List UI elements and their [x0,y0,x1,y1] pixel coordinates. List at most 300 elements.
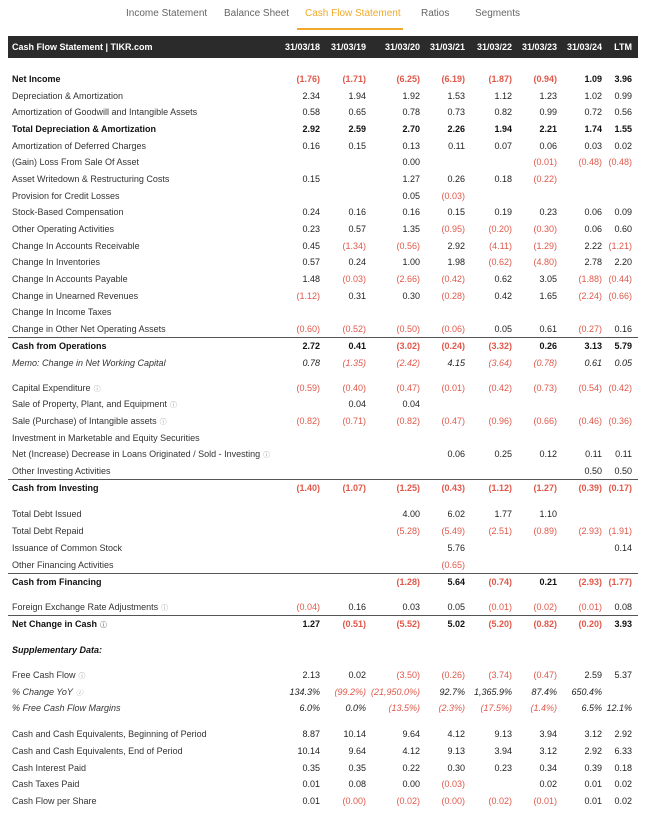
table-cell: (0.47) [441,416,465,426]
row-label-text: Depreciation & Amortization [12,91,124,101]
table-cell: 4.00 [402,509,420,519]
table-cell: 0.00 [402,779,420,789]
table-cell: (5.20) [488,619,512,629]
table-row [8,204,638,220]
table-cell: (0.96) [488,416,512,426]
table-row [8,121,638,137]
row-label-text: Capital Expenditure [12,383,91,393]
table-row [8,238,638,254]
table-cell: 1.09 [584,74,602,84]
tab-income-statement[interactable]: Income Statement [126,8,208,19]
table-cell: 0.06 [584,207,602,217]
table-cell: (2.93) [578,526,602,536]
table-cell: (0.30) [533,224,557,234]
table-cell: (0.00) [342,796,366,806]
table-row [8,321,638,337]
table-cell: (21,950.0%) [370,687,420,697]
table-cell: 0.24 [302,207,320,217]
row-label [12,74,61,84]
row-label [12,383,101,394]
table-cell: (1.71) [342,74,366,84]
row-label-text: Foreign Exchange Rate Adjustments [12,602,159,612]
info-icon[interactable]: ⓘ [100,622,108,629]
table-cell: 1,365.9% [473,687,512,697]
statement-tabs [0,0,654,30]
table-cell: 3.12 [539,746,557,756]
row-label-text: Total Debt Repaid [12,526,84,536]
table-cell: (1.29) [533,241,557,251]
table-cell: 0.15 [447,207,465,217]
table-cell: 1.35 [402,224,420,234]
table-cell: (6.25) [396,74,420,84]
row-label-text: Change In Income Taxes [12,307,112,317]
table-cell: (0.51) [342,619,366,629]
table-cell: (0.01) [533,157,557,167]
table-cell: 0.26 [539,341,557,351]
column-header-5[interactable]: 31/03/23 [521,42,557,52]
table-cell: 0.78 [302,358,320,368]
tab-ratios[interactable]: Ratios [421,8,450,19]
table-cell: 0.09 [614,207,632,217]
table-cell: (1.34) [342,241,366,251]
table-row [8,413,638,429]
row-label [12,241,140,251]
table-cell: 0.16 [348,207,366,217]
row-label [12,399,177,410]
table-cell: 1.23 [539,91,557,101]
row-label [12,602,168,613]
table-cell: (2.66) [396,274,420,284]
row-label-text: Free Cash Flow [12,670,76,680]
table-cell: 6.5% [581,703,602,713]
table-row [8,171,638,187]
row-label [12,174,169,184]
row-label-text: Cash from Financing [12,577,102,587]
row-label [12,687,83,698]
table-cell: (0.01) [533,796,557,806]
table-row [8,446,638,462]
table-row [8,684,638,700]
table-cell: 1.94 [348,91,366,101]
column-header-3[interactable]: 31/03/21 [429,42,465,52]
table-cell: 0.72 [584,107,602,117]
table-row [8,540,638,556]
table-cell: (1.91) [608,526,632,536]
table-cell: (3.02) [396,341,420,351]
row-label [12,509,82,519]
table-cell: 5.37 [614,670,632,680]
row-label-text: Other Operating Activities [12,224,115,234]
table-cell: 10.14 [343,729,366,739]
table-cell: 0.16 [614,324,632,334]
row-label-text: Cash Taxes Paid [12,779,80,789]
row-label-text: Total Depreciation & Amortization [12,124,157,134]
column-header-2[interactable]: 31/03/20 [384,42,420,52]
table-cell: 5.02 [447,619,465,629]
row-label [12,466,111,476]
table-cell: 0.11 [585,449,602,459]
section-divider [8,573,638,574]
row-label-text: Change In Accounts Payable [12,274,128,284]
table-cell: 6.0% [299,703,320,713]
table-cell: 0.35 [348,763,366,773]
table-cell: 3.05 [539,274,557,284]
table-cell: 4.12 [447,729,465,739]
row-label-text: Supplementary Data: [12,645,103,655]
table-header [8,36,638,58]
table-cell: 2.26 [447,124,465,134]
table-cell: 0.06 [584,224,602,234]
row-label-text: Change In Accounts Receivable [12,241,140,251]
table-cell: (0.20) [488,224,512,234]
row-label [12,324,166,334]
row-label [12,416,167,427]
table-cell: 0.22 [402,763,420,773]
table-row [8,254,638,270]
table-cell: 0.57 [302,257,320,267]
table-cell: (0.47) [533,670,557,680]
table-cell: 2.92 [447,241,465,251]
table-cell: 9.13 [494,729,512,739]
table-cell: 0.35 [302,763,320,773]
table-cell: 0.02 [348,670,366,680]
table-cell: 6.33 [614,746,632,756]
table-row [8,430,638,446]
info-icon[interactable]: ⓘ [263,452,271,459]
table-row [8,743,638,759]
table-cell: (0.82) [533,619,557,629]
table-cell: (0.02) [396,796,420,806]
table-cell: (0.03) [441,191,465,201]
row-label-text: Other Financing Activities [12,560,114,570]
table-cell: (13.5%) [388,703,420,713]
column-header-7[interactable]: LTM [614,42,632,52]
table-cell: (0.20) [578,619,602,629]
tab-balance-sheet[interactable]: Balance Sheet [224,8,290,19]
table-cell: 0.18 [494,174,512,184]
table-cell: 2.92 [584,746,602,756]
table-cell: 0.24 [348,257,366,267]
table-row [8,776,638,792]
table-cell: (0.02) [533,602,557,612]
row-label [12,124,156,134]
row-label-text: Cash Flow per Share [12,796,97,806]
row-label-text: % Change YoY [12,687,73,697]
table-cell: 5.76 [447,543,465,553]
row-label [12,560,114,570]
row-label [12,779,79,789]
table-cell: (0.54) [578,383,602,393]
table-cell: 0.06 [447,449,465,459]
table-cell: 0.04 [348,399,366,409]
column-header-4[interactable]: 31/03/22 [476,42,512,52]
table-cell: (1.35) [342,358,366,368]
table-cell: 10.14 [297,746,320,756]
table-cell: 1.65 [539,291,557,301]
table-cell: 0.34 [539,763,557,773]
row-label-text: Cash from Investing [12,483,99,493]
table-cell: (1.77) [608,577,632,587]
table-cell: 2.20 [614,257,632,267]
table-cell: (0.40) [342,383,366,393]
table-cell: 2.21 [539,124,557,134]
table-cell: 8.87 [302,729,320,739]
table-cell: (1.12) [488,483,512,493]
info-icon[interactable]: ⓘ [169,402,177,409]
table-row [8,700,638,716]
table-cell: (0.00) [441,796,465,806]
table-row [8,599,638,615]
info-icon[interactable]: ⓘ [75,690,83,697]
table-cell: 2.92 [302,124,320,134]
table-cell: 0.02 [614,141,632,151]
row-label-text: (Gain) Loss From Sale Of Asset [12,157,140,167]
table-cell: (4.11) [489,241,512,251]
row-label-text: Cash and Cash Equivalents, End of Period [12,746,183,756]
table-cell: (2.51) [488,526,512,536]
table-cell: (0.28) [441,291,465,301]
table-cell: 1.27 [402,174,420,184]
table-cell: 9.64 [348,746,366,756]
table-cell: 0.02 [539,779,557,789]
table-cell: 0.02 [614,796,632,806]
row-label-text: Issuance of Common Stock [12,543,123,553]
table-cell: 0.01 [584,779,602,789]
column-header-6[interactable]: 31/03/24 [566,42,602,52]
row-label-text: Sale of Property, Plant, and Equipment [12,399,167,409]
table-cell: (0.78) [533,358,557,368]
table-cell: (0.42) [608,383,632,393]
table-cell: (0.82) [396,416,420,426]
table-cell: (0.03) [342,274,366,284]
table-cell: 0.62 [494,274,512,284]
row-label-text: Memo: Change in Net Working Capital [12,358,166,368]
table-cell: (0.62) [488,257,512,267]
table-cell: (0.02) [488,796,512,806]
row-label-text: Total Debt Issued [12,509,82,519]
table-cell: (1.76) [296,74,320,84]
section-divider [8,479,638,480]
table-cell: 0.50 [614,466,632,476]
info-icon[interactable]: ⓘ [93,386,101,393]
row-label [12,307,111,317]
row-label-text: Change in Other Net Operating Assets [12,324,166,334]
table-cell: (1.12) [296,291,320,301]
table-cell: 134.3% [289,687,320,697]
table-cell: (5.49) [441,526,465,536]
table-cell: 1.98 [447,257,465,267]
table-cell: 0.42 [494,291,512,301]
row-label-text: Amortization of Deferred Charges [12,141,147,151]
table-cell: 1.92 [402,91,420,101]
table-cell: (6.19) [441,74,465,84]
row-label [12,645,102,655]
table-row [8,288,638,304]
table-cell: (0.22) [533,174,557,184]
table-cell: (0.60) [296,324,320,334]
row-label [12,483,99,493]
table-cell: 0.11 [448,141,465,151]
table-cell: 0.16 [402,207,420,217]
table-cell: 0.05 [447,602,465,612]
row-label-text: Change in Unearned Revenues [12,291,139,301]
table-cell: (0.95) [441,224,465,234]
table-cell: 1.53 [447,91,465,101]
table-cell: (3.64) [488,358,512,368]
table-cell: 0.26 [447,174,465,184]
row-label [12,543,122,553]
table-row [8,188,638,204]
table-cell: 0.99 [539,107,557,117]
table-cell: 0.07 [494,141,512,151]
table-cell: 3.93 [614,619,632,629]
table-cell: 0.03 [402,602,420,612]
table-cell: 0.11 [615,449,632,459]
table-cell: 3.94 [494,746,512,756]
table-cell: 2.59 [584,670,602,680]
section-divider [8,615,638,616]
table-cell: (0.26) [441,670,465,680]
table-cell: (0.50) [396,324,420,334]
table-cell: 0.03 [584,141,602,151]
table-cell: 0.31 [348,291,366,301]
row-label-text: Net Income [12,74,61,84]
table-cell: 0.14 [614,543,632,553]
row-label-text: Change In Inventories [12,257,101,267]
row-label-text: % Free Cash Flow Margins [12,703,121,713]
table-row [8,271,638,287]
section-divider [8,337,638,338]
table-cell: 0.61 [584,358,602,368]
table-cell: (0.74) [488,577,512,587]
table-cell: (0.01) [578,602,602,612]
table-cell: (2.24) [578,291,602,301]
table-cell: (1.88) [578,274,602,284]
table-cell: (0.06) [441,324,465,334]
table-cell: 0.60 [614,224,632,234]
table-row [8,523,638,539]
table-cell: 4.12 [402,746,420,756]
row-label [12,796,97,806]
table-cell: 1.48 [302,274,320,284]
table-cell: (0.48) [578,157,602,167]
table-cell: 2.34 [302,91,320,101]
column-header-0[interactable]: 31/03/18 [284,42,320,52]
row-label [12,274,128,284]
table-row [8,726,638,742]
table-cell: 0.02 [614,779,632,789]
table-cell: 0.58 [302,107,320,117]
table-row [8,380,638,396]
row-label [12,107,197,117]
table-cell: (3.50) [396,670,420,680]
table-cell: 2.22 [584,241,602,251]
table-cell: (3.32) [488,341,512,351]
row-label-text: Amortization of Goodwill and Intangible Assets [12,107,198,117]
table-cell: 2.92 [614,729,632,739]
table-cell: (0.39) [578,483,602,493]
row-label-text: Sale (Purchase) of Intangible assets [12,416,157,426]
table-cell: 0.01 [302,796,320,806]
table-cell: (1.40) [296,483,320,493]
table-cell: (0.47) [396,383,420,393]
table-cell: (1.21) [608,241,632,251]
table-cell: (0.44) [608,274,632,284]
table-cell: 0.23 [494,763,512,773]
info-icon[interactable]: ⓘ [159,419,167,426]
row-label-text: Cash and Cash Equivalents, Beginning of Period [12,729,207,739]
row-label [12,157,139,167]
table-cell: 0.21 [539,577,557,587]
table-cell: 0.25 [494,449,512,459]
table-cell: (0.43) [441,483,465,493]
table-cell: (0.71) [342,416,366,426]
table-cell: (0.03) [441,779,465,789]
column-header-1[interactable]: 31/03/19 [330,42,366,52]
table-cell: (0.59) [296,383,320,393]
table-cell: 0.23 [539,207,557,217]
row-label-text: Net (Increase) Decrease in Loans Originated / Sold - Investing [12,449,261,459]
table-cell: (0.65) [441,560,465,570]
row-label [12,358,166,368]
table-cell: 0.08 [348,779,366,789]
tab-cash-flow-statement[interactable]: Cash Flow Statement [305,8,401,19]
table-cell: (0.66) [608,291,632,301]
table-cell: (1.25) [396,483,420,493]
row-label [12,224,114,234]
row-label-text: Provision for Credit Losses [12,191,120,201]
table-cell: 0.0% [345,703,366,713]
row-label-text: Cash from Operations [12,341,107,351]
table-cell: (0.73) [533,383,557,393]
table-cell: 2.72 [302,341,320,351]
table-cell: 0.56 [614,107,632,117]
table-cell: 0.13 [402,141,420,151]
table-cell: 1.77 [494,509,512,519]
row-label [12,91,123,101]
row-label [12,141,146,151]
table-cell: 0.01 [584,796,602,806]
table-cell: (99.2%) [334,687,366,697]
table-cell: 1.94 [494,124,512,134]
table-cell: (1.07) [342,483,366,493]
row-label [12,577,102,587]
table-row [8,221,638,237]
info-icon[interactable]: ⓘ [161,605,169,612]
table-cell: 2.70 [402,124,420,134]
table-row [8,557,638,573]
row-label [12,526,84,536]
table-cell: 0.45 [302,241,320,251]
tab-segments[interactable]: Segments [475,8,521,19]
row-label-text: Investment in Marketable and Equity Securities [12,433,200,443]
table-cell: (0.52) [342,324,366,334]
table-cell: 3.94 [539,729,557,739]
table-cell: 12.1% [606,703,632,713]
table-cell: (0.24) [441,341,465,351]
table-row [8,793,638,809]
info-icon[interactable]: ⓘ [78,673,86,680]
table-cell: 0.00 [402,157,420,167]
table-cell: 1.00 [402,257,420,267]
table-cell: 0.01 [302,779,320,789]
row-label-text: Cash Interest Paid [12,763,87,773]
table-cell: 1.10 [539,509,557,519]
row-label [12,433,200,443]
table-cell: (0.27) [578,324,602,334]
table-cell: 9.13 [447,746,465,756]
table-cell: 1.12 [494,91,512,101]
